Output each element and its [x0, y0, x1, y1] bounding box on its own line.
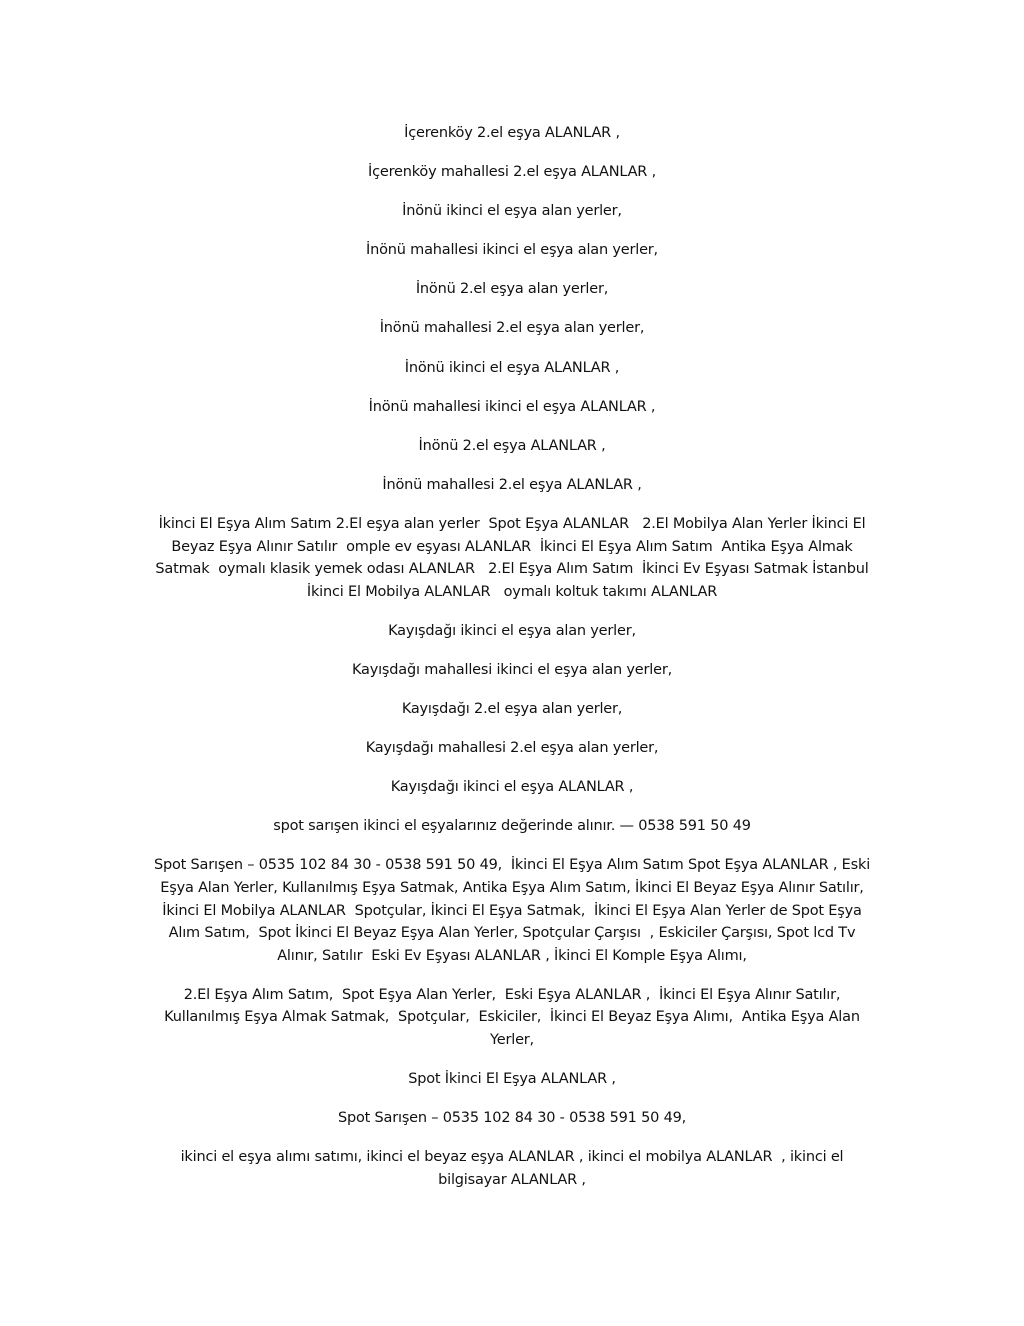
- paragraph-16: Kayışdağı ikinci el eşya ALANLAR ,: [390, 779, 634, 796]
- paragraph-17: spot sarışen ikinci el eşyalarınız değerinde alınır. — 0538 591 50 49: [273, 818, 751, 835]
- paragraph-21: Spot Sarışen – 0535 102 84 30 - 0538 591 50 49,: [337, 1110, 687, 1127]
- paragraph-14: Kayışdağı 2.el eşya alan yerler,: [401, 701, 623, 717]
- paragraph-15: Kayışdağı mahallesi 2.el eşya alan yerler,: [365, 740, 659, 757]
- paragraph-19: 2.El Eşya Alım Satım, Spot Eşya Alan Yerler, Eski Eşya ALANLAR , İkinci El Eşya Alınır Satılır, Kullanılmış Eşya Almak Satmak, Spotçular, Eskiciler, İkinci El Beyaz Eşya Alımı, Antika Eşya Alan Yerler,: [164, 986, 865, 1049]
- paragraph-3: İnönü ikinci el eşya alan yerler,: [402, 203, 622, 220]
- paragraph-2: İçerenköy mahallesi 2.el eşya ALANLAR ,: [368, 164, 656, 181]
- paragraph-12: Kayışdağı ikinci el eşya alan yerler,: [388, 622, 636, 639]
- paragraph-22: ikinci el eşya alımı satımı, ikinci el beyaz eşya ALANLAR , ikinci el mobilya ALANLAR , ikinci el bilgisayar ALANLAR ,: [180, 1149, 848, 1188]
- paragraph-10: İnönü mahallesi 2.el eşya ALANLAR ,: [382, 476, 642, 493]
- paragraph-9: İnönü 2.el eşya ALANLAR ,: [418, 437, 606, 454]
- paragraph-5: İnönü 2.el eşya alan yerler,: [415, 281, 609, 298]
- paragraph-1: İçerenköy 2.el eşya ALANLAR ,: [404, 125, 620, 141]
- paragraph-11: İkinci El Eşya Alım Satım 2.El eşya alan yerler Spot Eşya ALANLAR 2.El Mobilya Alan Yerler İkinci El Beyaz Eşya Alınır Satılır omple ev eşyası ALANLAR İkinci El Eşya Alım Satım Antika Eşya Almak Satmak oymalı klasik yemek odası ALANLAR 2.El Eşya Alım Satım İkinci Ev Eşyası Satmak İstanbul İkinci El Mobilya ALANLAR oymalı koltuk takımı ALANLAR: [155, 515, 878, 600]
- paragraph-18: Spot Sarışen – 0535 102 84 30 - 0538 591 50 49, İkinci El Eşya Alım Satım Spot Eşya ALANLAR , Eski Eşya Alan Yerler, Kullanılmış Eşya Satmak, Antika Eşya Alım Satım, İkinci El Beyaz Eşya Alınır Satılır, İkinci El Mobilya ALANLAR Spotçular, İkinci El Eşya Satmak, İkinci El Eşya Alan Yerler de Spot Eşya Alım Satım, Spot İkinci El Beyaz Eşya Alan Yerler, Spotçular Çarşısı , Eskiciler Çarşısı, Spot lcd Tv Alınır, Satılır Eski Ev Eşyası ALANLAR , İkinci El Komple Eşya Alımı,: [153, 857, 875, 964]
- paragraph-20: Spot İkinci El Eşya ALANLAR ,: [408, 1071, 616, 1088]
- paragraph-13: Kayışdağı mahallesi ikinci el eşya alan yerler,: [351, 661, 673, 678]
- paragraph-7: İnönü ikinci el eşya ALANLAR ,: [404, 359, 620, 376]
- paragraph-4: İnönü mahallesi ikinci el eşya alan yerler,: [366, 242, 658, 259]
- document-body: [150, 122, 878, 1208]
- paragraph-8: İnönü mahallesi ikinci el eşya ALANLAR ,: [368, 398, 656, 415]
- paragraph-6: İnönü mahallesi 2.el eşya alan yerler,: [379, 320, 645, 337]
